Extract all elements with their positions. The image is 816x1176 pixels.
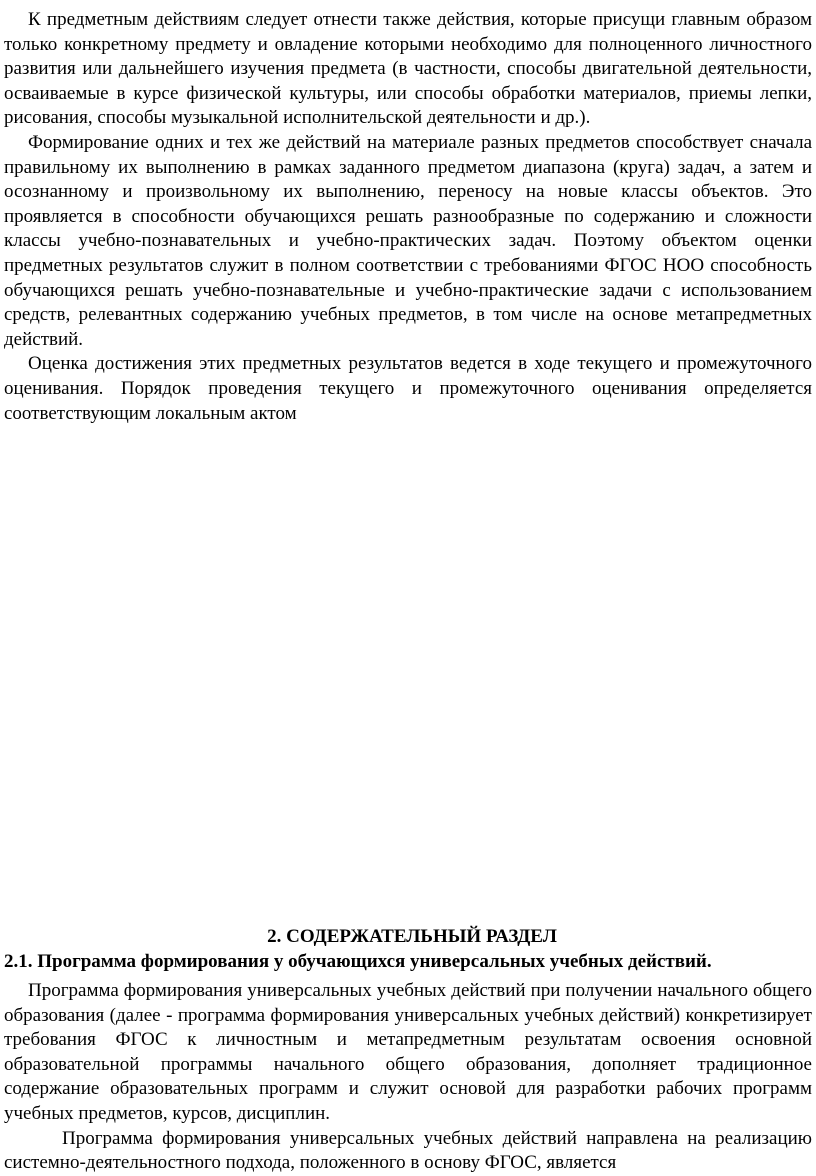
paragraph-program-direction: Программа формирования универсальных учебных действий направлена на реализацию системно-деятельностного подхода, положенного в основу ФГОС, является (4, 1127, 812, 1174)
section-title: 2. СОДЕРЖАТЕЛЬНЫЙ РАЗДЕЛ (267, 926, 557, 947)
bottom-text-block (4, 979, 812, 1176)
paragraph-subject-actions: К предметным действиям следует отнести также действия, которые присущи главным образом только конкретному предмету и овладение которыми необходимо для полноценного личностного развития или дальнейшего изучения предмета (в частности, способы двигательной деятельности, осваиваемые в курсе физической культуры, или способы обработки материалов, приемы лепки, рисования, способы музыкальной исполнительской деятельности и др.). (4, 9, 812, 129)
subsection-title: 2.1. Программа формирования у обучающихся универсальных учебных действий. (4, 951, 712, 972)
document-page (4, 0, 812, 1172)
paragraph-action-formation: Формирование одних и тех же действий на материале разных предметов способствует сначала правильному их выполнению в рамках заданного предметом диапазона (круга) задач, а затем и осознанному и произвольному их выполнению, переносу на новые классы объектов. Это проявляется в способности обучающихся решать разнообразные по содержанию и сложности классы учебно-познавательных и учебно-практических задач. Поэтому объектом оценки предметных результатов служит в полном соответствии с требованиями ФГОС НОО способность обучающихся решать учебно-познавательные и учебно-практические задачи с использованием средств, релевантных содержанию учебных предметов, в том числе на основе метапредметных действий. (4, 131, 812, 350)
paragraph-assessment: Оценка достижения этих предметных результатов ведется в ходе текущего и промежуточного оценивания. Порядок проведения текущего и промежуточного оценивания определяется соответствующим локальным актом (4, 353, 812, 424)
top-text-block (4, 8, 812, 426)
paragraph-program-intro: Программа формирования универсальных учебных действий при получении начального общего образования (далее - программа формирования универсальных учебных действий) конкретизирует требования ФГОС к личностным и метапредметным результатам освоения основной образовательной программы начального общего образования, дополняет традиционное содержание образовательных программ и служит основой для разработки рабочих программ учебных предметов, курсов, дисциплин. (4, 980, 812, 1124)
